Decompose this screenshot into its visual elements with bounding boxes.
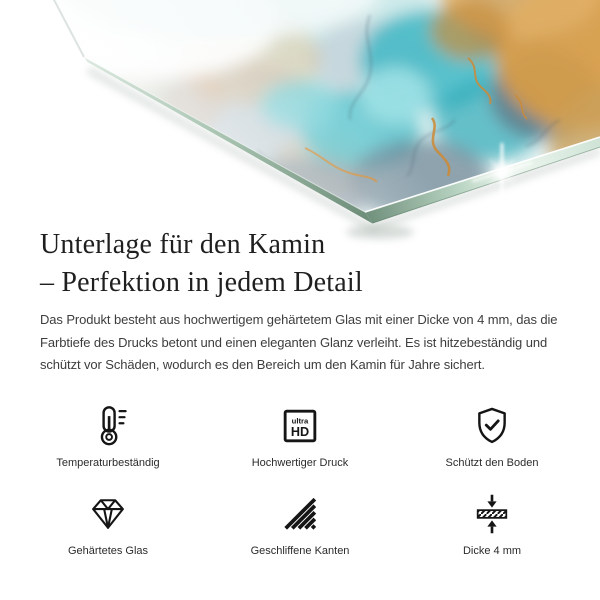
feature-label: Schützt den Boden [445, 457, 539, 469]
section-description [40, 309, 588, 377]
ultra-hd-icon-text-bottom: HD [290, 424, 310, 439]
feature-thickness-4mm [396, 486, 588, 574]
feature-grid [12, 398, 588, 574]
feature-label: Gehärtetes Glas [67, 545, 149, 557]
feature-temperature-resistant [12, 398, 204, 486]
glass-reflection [0, 0, 600, 252]
feature-label: Geschliffene Kanten [250, 545, 350, 557]
thermometer-icon [86, 404, 130, 448]
feature-tempered-glass [12, 486, 204, 574]
description-line: Das Produkt besteht aus hochwertigem gehärtetem Glas mit einer Dicke von 4 mm, das die [40, 312, 558, 327]
section-title-line2: – Perfektion in jedem Detail [40, 267, 363, 298]
polished-edges-icon [278, 492, 322, 536]
glass-panel-photo [0, 0, 600, 252]
shield-check-icon [470, 404, 514, 448]
section-title [40, 226, 363, 302]
product-photo [0, 0, 600, 252]
thickness-icon [470, 492, 514, 536]
description-line: schützt vor Schäden, wodurch es den Bereich um den Kamin für Jahre sichert. [40, 357, 485, 372]
ultra-hd-icon [278, 404, 322, 448]
panel-artwork [0, 0, 600, 252]
feature-label: Temperaturbeständig [56, 457, 160, 469]
section-title-line1: Unterlage für den Kamin [40, 229, 326, 260]
feature-protects-floor [396, 398, 588, 486]
feature-high-quality-print [204, 398, 396, 486]
feature-label: Hochwertiger Druck [251, 457, 349, 469]
diamond-icon [86, 492, 130, 536]
feature-label: Dicke 4 mm [462, 545, 522, 557]
description-line: Farbtiefe des Drucks betont und einen eleganten Glanz verleiht. Es ist hitzebeständig und [40, 334, 548, 350]
ultra-hd-icon-text-top: ultra [291, 416, 309, 426]
feature-polished-edges [204, 486, 396, 574]
